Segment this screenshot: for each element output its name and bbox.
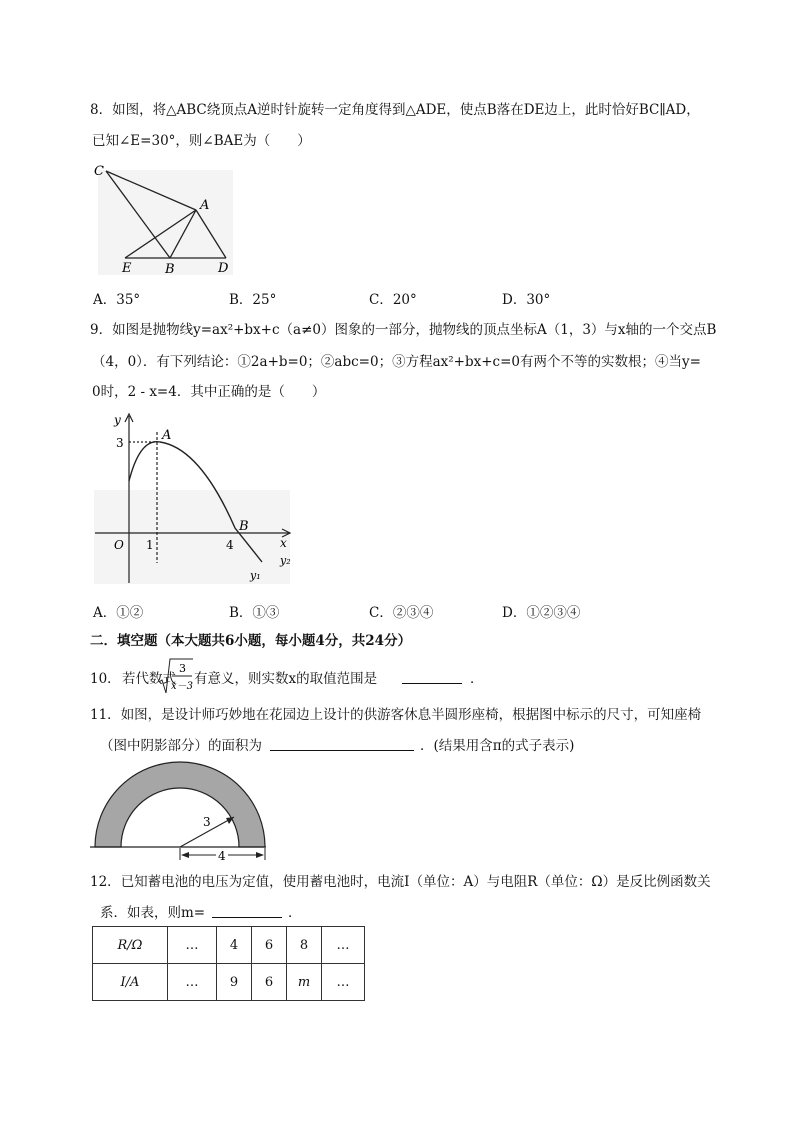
q10-number: 10． — [90, 671, 121, 687]
table-row — [93, 964, 365, 1001]
q10-post-text: 有意义，则实数x的取值范围是 — [194, 671, 378, 687]
section-2-title: 二．填空题（本大题共6小题，每小题4分，共24分） — [90, 633, 412, 649]
q8-number: 8． — [90, 102, 113, 118]
q11-text-line1: 如图，是设计师巧妙地在花园边上设计的供游客休息半圆形座椅，根据图中标示的尺寸，可知座椅 — [120, 707, 702, 723]
q12-table — [92, 926, 365, 1001]
q9-label-o: O — [114, 538, 124, 552]
q11-text-line2-post: ．(结果用含π的式子表示) — [420, 738, 575, 754]
table-cell: … — [322, 964, 365, 1001]
table-cell: 4 — [217, 927, 252, 964]
q11-number: 11． — [90, 707, 121, 723]
q9-label-3: 3 — [116, 436, 124, 450]
q8-text-line2: 已知∠E=30°，则∠BAE为（ ） — [92, 133, 311, 149]
q11-dimension-arrow-right — [256, 852, 264, 858]
q9-option-b[interactable]: B．①③ — [229, 605, 280, 621]
q9-label-x: x — [280, 536, 287, 550]
q8-text-line1: 如图，将△ABC绕顶点A逆时针旋转一定角度得到△ADE，使点B落在DE边上，此时恰好BC∥AD， — [112, 102, 700, 118]
q8-option-b[interactable]: B．25° — [229, 292, 277, 308]
q12-line1 — [90, 872, 711, 892]
q9-line1 — [90, 320, 716, 340]
q8-label-a: A — [200, 198, 210, 213]
q11-label-3: 3 — [203, 815, 211, 829]
q12-text-line2-post: ． — [288, 905, 302, 921]
q11-answer-blank[interactable] — [270, 736, 414, 755]
table-cell: 6 — [252, 964, 287, 1001]
table-cell: I/A — [93, 964, 168, 1001]
q9-text-line2: （4，0）．有下列结论：①2a+b=0；②abc=0；③方程ax²+bx+c=0有两个不等的实数根；④当y= — [92, 354, 701, 370]
q9-number: 9． — [90, 322, 113, 338]
q11-semicircle-bench-figure — [90, 760, 270, 864]
q8-label-c: C — [94, 164, 104, 179]
q8-option-d[interactable]: D．30° — [502, 292, 551, 308]
q10-fraction-denominator: x－3 — [171, 681, 194, 692]
q9-option-c[interactable]: C．②③④ — [369, 605, 434, 621]
q9-text-line1: 如图是抛物线y=ax²+bx+c（a≠0）图象的一部分，抛物线的顶点坐标A（1，3）与x轴的一个交点B — [112, 322, 717, 338]
q9-label-y2: y₂ — [280, 554, 291, 567]
q9-label-a: A — [162, 428, 172, 443]
q8-option-a[interactable]: A．35° — [93, 292, 141, 308]
q9-label-4: 4 — [226, 538, 234, 552]
q8-label-b: B — [165, 262, 175, 277]
table-cell: 6 — [252, 927, 287, 964]
table-cell: 8 — [287, 927, 322, 964]
q10-fraction-numerator: 3 — [179, 662, 186, 675]
q8-option-c[interactable]: C．20° — [369, 292, 417, 308]
q8-line1 — [90, 100, 700, 120]
q9-option-d[interactable]: D．①②③④ — [502, 605, 581, 621]
q11-text-line2-pre: （图中阴影部分）的面积为 — [100, 738, 262, 754]
q10-answer-blank[interactable] — [402, 669, 462, 688]
q9-label-b: B — [239, 519, 249, 534]
q12-number: 12． — [90, 874, 121, 890]
q9-label-y: y — [114, 413, 121, 427]
q8-triangle-figure — [88, 160, 238, 278]
table-cell: … — [168, 964, 217, 1001]
table-row — [93, 927, 365, 964]
table-cell: m — [287, 964, 322, 1001]
q9-text-line3: 0时，2 - x=4．其中正确的是（ ） — [92, 384, 326, 400]
q12-text-line1: 已知蓄电池的电压为定值，使用蓄电池时，电流I（单位：A）与电阻R（单位：Ω）是反比例函数关 — [120, 874, 711, 890]
table-cell: … — [168, 927, 217, 964]
q8-figure-background — [98, 170, 233, 275]
table-cell: … — [322, 927, 365, 964]
q11-label-4: 4 — [218, 849, 226, 863]
q9-parabola-graph — [90, 408, 300, 588]
table-cell: 9 — [217, 964, 252, 1001]
q8-label-e: E — [122, 261, 132, 276]
q11-line1 — [90, 705, 701, 725]
q12-answer-blank[interactable] — [212, 903, 282, 922]
table-cell: R/Ω — [93, 927, 168, 964]
q8-label-d: D — [218, 261, 229, 276]
q10-sqrt-fraction — [158, 656, 194, 696]
q9-label-1: 1 — [146, 538, 154, 552]
q11-shaded-seat-region — [95, 762, 265, 847]
q10-pre-text: 若代数式 — [122, 671, 176, 687]
q10-end-period: ． — [470, 671, 484, 687]
q11-dimension-arrow-left — [181, 852, 189, 858]
q12-text-line2-pre: 系．如表，则m= — [100, 905, 206, 921]
q9-option-a[interactable]: A．①② — [93, 605, 144, 621]
q9-label-y1: y₁ — [250, 569, 261, 582]
